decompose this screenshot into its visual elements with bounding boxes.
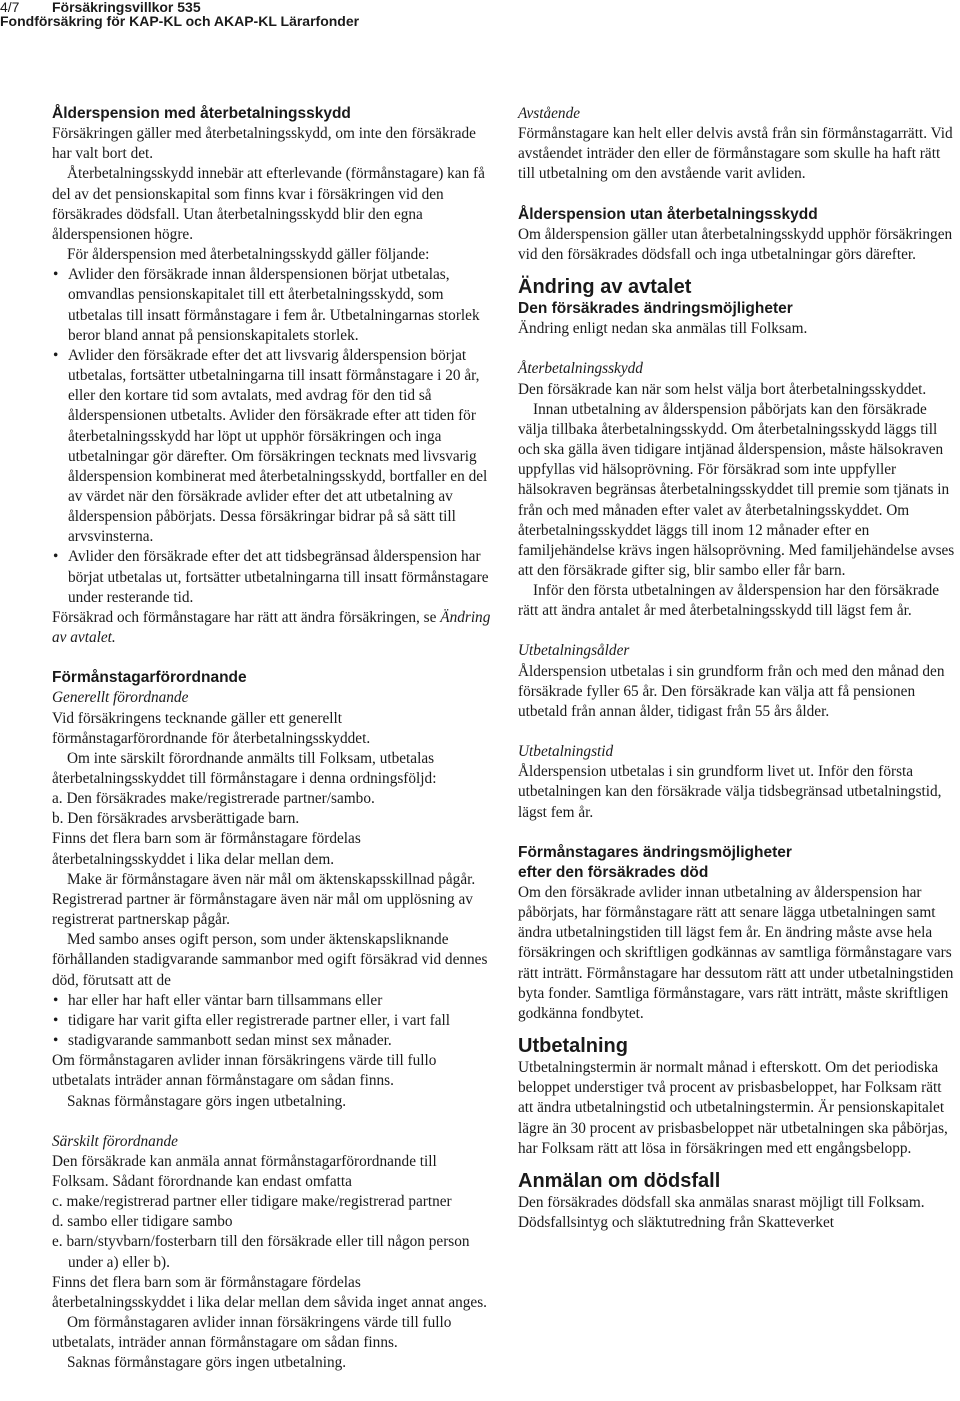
list-item: • har eller har haft eller väntar barn tillsammans eller bbox=[52, 991, 497, 1011]
spacer bbox=[52, 648, 497, 668]
list-item: • stadigvarande sammanbott sedan minst sex månader. bbox=[52, 1031, 497, 1051]
subheading-generellt: Generellt förordnande bbox=[52, 689, 189, 707]
spacer bbox=[518, 185, 960, 205]
paragraph: Om förmånstagaren avlider innan försäkringens värde till fullo utbetalats, inträder annan förmånstagare om sådan finns. bbox=[52, 1314, 452, 1352]
paragraph: Saknas förmånstagare görs ingen utbetalning. bbox=[67, 1354, 347, 1372]
paragraph: Om förmånstagaren avlider innan försäkringens värde till fullo utbetalats inträder annan förmånstagare om sådan finns. bbox=[52, 1052, 437, 1090]
paragraph: Om den försäkrade avlider innan utbetalning av ålderspension har påbörjats, har förmånstagare rätt att senare lägga utbetalningen samt ändra utbetalningstiden till lägst fem år. En ändring måste avse hela försäkringen och skriftligen godkännas av samtliga förmånstagare vars rätt inträtt. Förmånstagare har dessutom rätt att under utbetalningstiden byta fonder. Samtliga förmånstagare, vars rätt inträtt, måste skriftligen godkänna fondbytet. bbox=[518, 884, 954, 1022]
paragraph: Förmånstagare kan helt eller delvis avstå från sin förmånstagarrätt. Vid avståendet inträder den eller de förmånstagare som skulle ha haft rätt till utbetalning om den avstående varit avliden. bbox=[518, 125, 953, 183]
heading-andring-av-avtalet: Ändring av avtalet bbox=[518, 276, 692, 299]
list-item: • tidigare har varit gifta eller registrerade partner eller, i vart fall bbox=[52, 1011, 497, 1031]
list-item: b. Den försäkrades arvsberättigade barn. bbox=[52, 810, 300, 828]
paragraph: Utbetalningstermin är normalt månad i efterskott. Om det periodiska beloppet understiger två procent av prisbasbeloppet, har Folksam rätt att ändra utbetalningstid och utbetalningstermin. Är pensionskapitalet lägre än 30 procent av prisbasbeloppet när utbetalningen ska påbörjas, har Folksam rätt att lösa in försäkringen med ett engångsbelopp. bbox=[518, 1059, 948, 1157]
subheading-avstaende: Avstående bbox=[518, 105, 581, 122]
heading-anmalan-om-dodsfall: Anmälan om dödsfall bbox=[518, 1169, 721, 1192]
link-andring-av-avtalet[interactable]: Ändring av avtalet. bbox=[52, 608, 491, 647]
spacer bbox=[518, 621, 960, 641]
paragraph: Ändring enligt nedan ska anmälas till Folksam. bbox=[518, 320, 808, 338]
spacer bbox=[518, 722, 960, 742]
paragraph: Make är förmånstagare även när mål om äktenskapsskillnad pågår. Registrerad partner är förmånstagare även när mål om upplösning av registrerat partnerskap pågår. bbox=[52, 870, 476, 929]
paragraph: Vid försäkringens tecknande gäller ett generellt förmånstagarförordnande för återbetalningsskyddet. bbox=[52, 709, 371, 747]
paragraph: Finns det flera barn som är förmånstagare fördelas återbetalningsskyddet i lika delar mellan dem. bbox=[52, 830, 361, 868]
heading-formanstagares-andringsmojligheter: Förmånstagares ändringsmöjligheter bbox=[518, 843, 792, 861]
paragraph: Försäkringen gäller med återbetalningsskydd, om inte den försäkrade har valt bort det. bbox=[52, 125, 476, 163]
paragraph: Den försäkrade kan anmäla annat förmånstagarförordnande till Folksam. Sådant förordnande kan endast omfatta bbox=[52, 1152, 437, 1190]
paragraph: Återbetalningsskydd innebär att efterlevande (förmånstagare) kan få del av det pensionskapital som finns kvar i försäkringen vid den försäkrades dödsfall. Utan återbetalningsskydd blir den egna ålderspensionen högre. bbox=[52, 165, 485, 243]
heading-formanstagarforordnande: Förmånstagarförordnande bbox=[52, 669, 247, 687]
document-title-line-2: Fondförsäkring för KAP-KL och AKAP-KL Lärarfonder bbox=[0, 13, 360, 29]
paragraph: Den försäkrade kan när som helst välja bort återbetalningsskyddet. bbox=[518, 380, 927, 398]
heading-andringsmojligheter: Den försäkrades ändringsmöjligheter bbox=[518, 300, 793, 318]
list-item: a. Den försäkrades make/registrerade partner/sambo. bbox=[52, 790, 375, 808]
bullet-list bbox=[52, 265, 497, 608]
paragraph: Ålderspension utbetalas i sin grundform livet ut. Inför den första utbetalningen kan den försäkrade välja tidsbegränsad utbetalningstid, lägst fem år. bbox=[518, 763, 942, 821]
page-number: 4/7 bbox=[0, 0, 20, 15]
paragraph: Den försäkrades dödsfall ska anmälas snarast möjligt till Folksam. Dödsfallsintyg och släktutredning från Skatteverket bbox=[518, 1193, 925, 1232]
spacer bbox=[518, 339, 960, 359]
document-title-line-1: Försäkringsvillkor 535 bbox=[52, 0, 201, 15]
list-item: e. barn/styvbarn/fosterbarn till den försäkrade eller till någon person under a) eller b). bbox=[52, 1233, 470, 1271]
paragraph: Ålderspension utbetalas i sin grundform från och med den månad den försäkrade fyller 65 år. Den försäkrade kan välja att få pensionen utbetald från annan ålder, tidigast från 55 års ålder. bbox=[518, 662, 945, 720]
spacer bbox=[518, 1159, 960, 1169]
heading-utan-aterbetalningsskydd: Ålderspension utan återbetalningsskydd bbox=[518, 205, 818, 223]
spacer bbox=[518, 265, 960, 275]
paragraph-text: Försäkrad och förmånstagare har rätt att ändra försäkringen, se bbox=[52, 608, 441, 626]
subheading-aterbetalningsskydd: Återbetalningsskydd bbox=[518, 360, 643, 378]
left-column bbox=[52, 104, 497, 1374]
paragraph: Innan utbetalning av ålderspension påbörjats kan den försäkrade välja tillbaka återbetalningsskydd. Om återbetalningsskydd läggs till och ska gälla även tidigare intjänad ålderspension, måste hälsokraven uppfyllas vid hälsoprövning. För försäkrad som inte uppfyller hälsokraven begränsas återbetalningsskyddet till premie som tjänats in från och med månaden efter valet av återbetalningsskyddet. Om återbetalningsskyddet läggs till inom 12 månader efter en familjehändelse krävs ingen hälsoprövning. Med familjehändelse avses att den försäkrade gifter sig, blir sambo eller får barn. bbox=[518, 400, 955, 579]
list-item: • Avlider den försäkrade efter det att livsvarig ålderspension börjat utbetalas, fortsätter utbetalningarna till insatt förmånstagare i 20 år, eller den kortare tid som avtalats, med avdrag för den tid så ålderspensionen utbetalts. Avlider den försäkrade efter att tiden för återbetalningsskydd har löpt ut upphör försäkringen och inga utbetalningar gör därefter. Om försäkringen tecknats med livsvarig ålderspension kombinerat med återbetalningsskydd, bortfaller en del av värdet när den försäkrade avlider efter det att utbetalning av ålderspension påbörjats. Dessa försäkringar bidrar på så sätt till arvsvinsterna. bbox=[52, 346, 497, 548]
header-row-2 bbox=[0, 12, 359, 31]
paragraph: Om inte särskilt förordnande anmälts till Folksam, utbetalas återbetalningsskyddet till förmånstagare i denna ordningsföljd: bbox=[52, 749, 437, 787]
right-column bbox=[518, 104, 960, 1233]
list-item: d. sambo eller tidigare sambo bbox=[52, 1213, 233, 1231]
paragraph bbox=[52, 608, 497, 648]
paragraph: Finns det flera barn som är förmånstagare fördelas återbetalningsskyddet i lika delar mellan dem såvida inget annat anges. bbox=[52, 1273, 487, 1311]
bullet-list bbox=[52, 991, 497, 1051]
paragraph: Saknas förmånstagare görs ingen utbetalning. bbox=[67, 1092, 347, 1110]
heading-utbetalning: Utbetalning bbox=[518, 1035, 628, 1058]
paragraph: För ålderspension med återbetalningsskydd gäller följande: bbox=[67, 246, 430, 264]
spacer bbox=[52, 1112, 497, 1132]
paragraph: Om ålderspension gäller utan återbetalningsskydd upphör försäkringen vid den försäkrades dödsfall och inga utbetalningar görs därefter. bbox=[518, 225, 953, 263]
heading-efter-dod: efter den försäkrades död bbox=[518, 863, 709, 881]
subheading-utbetalningstid: Utbetalningstid bbox=[518, 743, 614, 761]
list-item: • Avlider den försäkrade efter det att tidsbegränsad ålderspension har börjat utbetalas ut, fortsätter utbetalningarna till insatt förmånstagare under resterande tid. bbox=[52, 547, 497, 607]
spacer bbox=[518, 1024, 960, 1034]
subheading-sarskilt: Särskilt förordnande bbox=[52, 1132, 178, 1150]
spacer bbox=[518, 823, 960, 843]
paragraph: Inför den första utbetalningen av ålderspension har den försäkrade rätt att ändra antalet år med återbetalningsskydd till lägst fem år. bbox=[518, 582, 940, 620]
paragraph: Med sambo anses ogift person, som under äktenskapsliknande förhållanden stadigvarande sammanbor med ogift försäkrad vid dennes död, förutsatt att de bbox=[52, 931, 488, 989]
list-item: • Avlider den försäkrade innan ålderspensionen börjat utbetalas, omvandlas pensionskapitalet till ett återbetalningsskydd, som utbetalas till insatt förmånstagare i fem år. Utbetalningarnas storlek beror bland annat på pensionskapitalets storlek. bbox=[52, 265, 497, 346]
subheading-utbetalningsalder: Utbetalningsålder bbox=[518, 642, 630, 660]
list-item: c. make/registrerad partner eller tidigare make/registrerad partner bbox=[52, 1193, 452, 1211]
heading-aterbetalningsskydd: Ålderspension med återbetalningsskydd bbox=[52, 105, 351, 122]
